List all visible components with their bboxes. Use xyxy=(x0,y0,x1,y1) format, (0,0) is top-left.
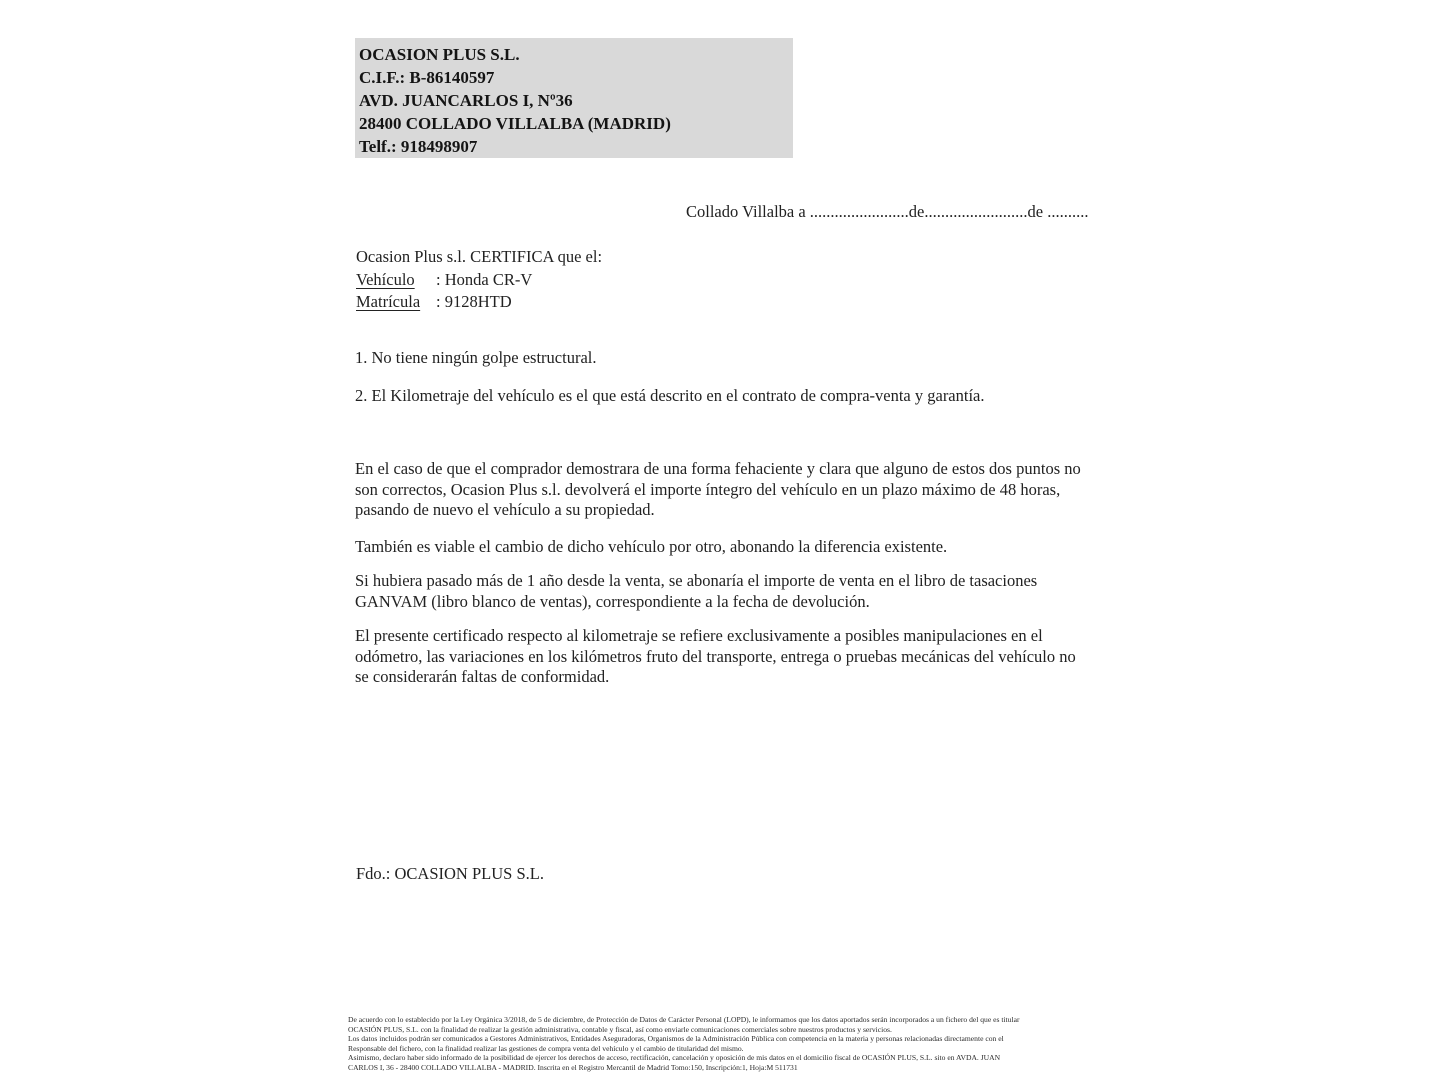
legal-line-5: Asimismo, declaro haber sido informado de la posibilidad de ejercer los derechos de acceso, rectificación, cancelación y oposición de mis datos en el domicilio fiscal de OCASIÓN PLUS, S.L. sito en AVDA. JUAN xyxy=(348,1053,1001,1063)
legal-line-3: Los datos incluidos podrán ser comunicados a Gestores Administrativos, Entidades Aseguradoras, Organismos de la Administración Pública con competencia en la materia y personas relacionadas directamente con el xyxy=(348,1034,1004,1044)
legal-line-6: CARLOS I, 36 - 28400 COLLADO VILLALBA - MADRID. Inscrita en el Registro Mercantil de Madrid Tomo:150, Inscripción:1, Hoja:M 511731 xyxy=(348,1062,798,1072)
plate-label: Matrícula xyxy=(356,292,421,311)
legal-footer xyxy=(348,1015,1088,1073)
company-name: OCASION PLUS S.L. xyxy=(359,45,520,64)
company-city: 28400 COLLADO VILLALBA (MADRID) xyxy=(359,114,671,133)
numbered-statements xyxy=(355,348,1115,423)
certification-intro: Ocasion Plus s.l. CERTIFICA que el: xyxy=(356,247,603,266)
vehicle-row xyxy=(356,269,602,292)
signature-line: Fdo.: OCASION PLUS S.L. xyxy=(356,864,544,883)
date-line: Collado Villalba a ........................de.........................de .......... xyxy=(686,202,1089,221)
vehicle-value: : Honda CR-V xyxy=(436,269,533,289)
company-header-box xyxy=(355,38,793,158)
paragraph-odometer: El presente certificado respecto al kilometraje se refiere exclusivamente a posibles manipulaciones en el odómetro, las variaciones en los kilómetros fruto del transporte, entrega o pruebas mecánicas del vehículo no se considerarán faltas de conformidad. xyxy=(355,626,1076,686)
legal-line-4: Responsable del fichero, con la finalidad realizar las gestiones de compra venta del vehículo y el cambio de titularidad del mismo. xyxy=(348,1043,744,1053)
certification-block xyxy=(356,246,602,314)
company-phone: Telf.: 918498907 xyxy=(359,137,478,156)
plate-row xyxy=(356,291,602,314)
plate-value: : 9128HTD xyxy=(436,292,512,311)
statement-2: 2. El Kilometraje del vehículo es el que está descrito en el contrato de compra-venta y garantía. xyxy=(355,385,985,405)
company-cif: C.I.F.: B-86140597 xyxy=(359,68,495,87)
paragraph-refund: En el caso de que el comprador demostrara de una forma fehaciente y clara que alguno de estos dos puntos no son correctos, Ocasion Plus s.l. devolverá el importe íntegro del vehículo en un plazo máximo de 48 horas, pasando de nuevo el vehículo a su propiedad. xyxy=(355,459,1081,519)
paragraph-exchange: También es viable el cambio de dicho vehículo por otro, abonando la diferencia existente. xyxy=(355,537,948,556)
statement-1: 1. No tiene ningún golpe estructural. xyxy=(355,348,597,367)
company-address: AVD. JUANCARLOS I, Nº36 xyxy=(359,91,573,110)
legal-line-2: OCASIÓN PLUS, S.L. con la finalidad de realizar la gestión administrativa, contable y fiscal, así como enviarle comunicaciones comerciales sobre nuestros productos y servicios. xyxy=(348,1024,892,1034)
vehicle-label: Vehículo xyxy=(356,269,415,289)
paragraph-ganvam: Si hubiera pasado más de 1 año desde la venta, se abonaría el importe de venta en el libro de tasaciones GANVAM (libro blanco de ventas), correspondiente a la fecha de devolución. xyxy=(355,571,1038,611)
legal-line-1: De acuerdo con lo establecido por la Ley Orgánica 3/2018, de 5 de diciembre, de Protección de Datos de Carácter Personal (LOPD), le informamos que los datos aportados serán incorporados a un fichero del que es titular xyxy=(348,1015,1020,1024)
